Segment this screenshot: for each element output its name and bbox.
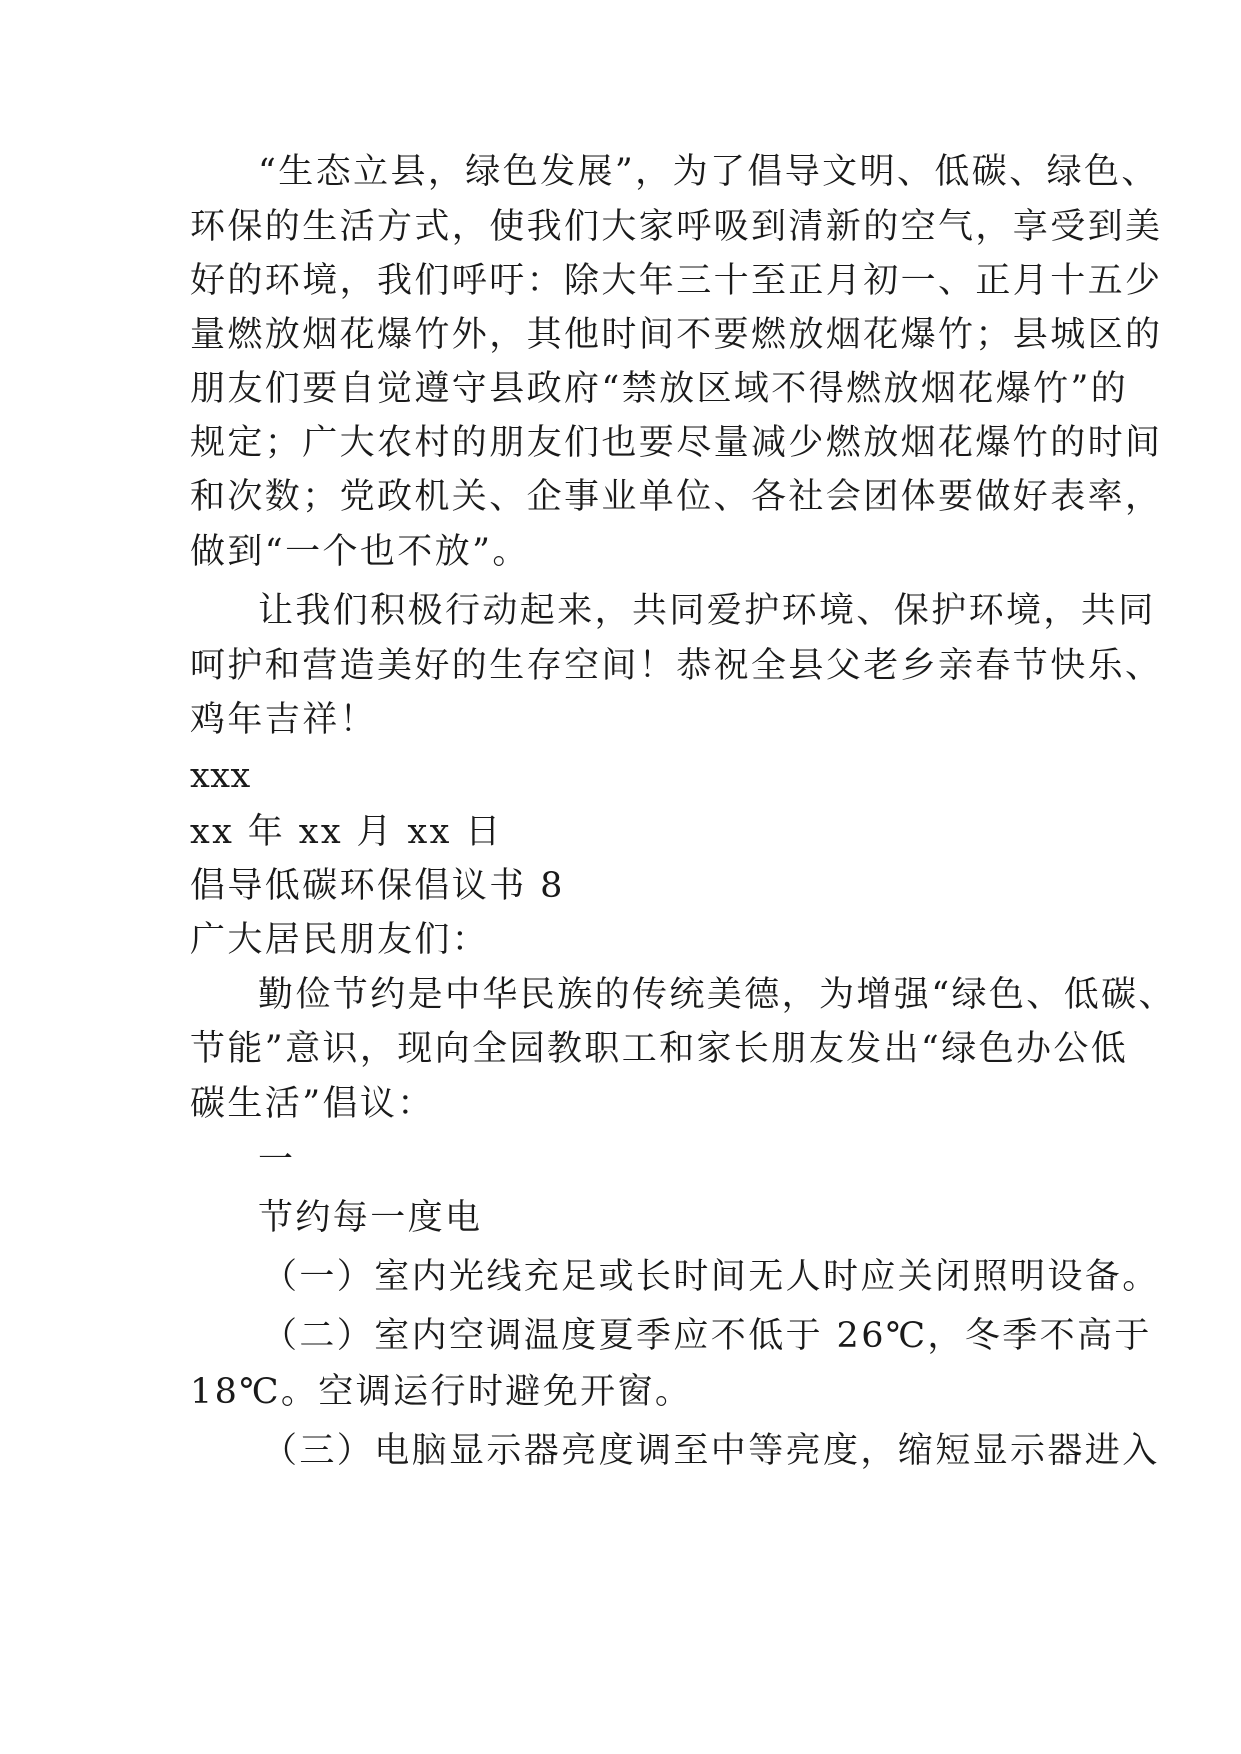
paragraph-line: 做到“一个也不放”。 [190,532,530,572]
paragraph-line: “生态立县，绿色发展”，为了倡导文明、低碳、绿色、 [258,152,1159,192]
list-item: （二）室内空调温度夏季应不低于 26℃，冬季不高于 [262,1316,1152,1356]
paragraph-line: 朋友们要自觉遵守县政府“禁放区域不得燃放烟花爆竹”的 [190,369,1129,409]
section-title: 倡导低碳环保倡议书 8 [190,866,565,906]
signature-name: xxx [190,756,251,796]
list-item: （三）电脑显示器亮度调至中等亮度，缩短显示器进入 [262,1431,1160,1471]
signature-date: xx 年 xx 月 xx 日 [190,812,503,852]
section-heading: 节约每一度电 [258,1198,483,1238]
paragraph-line: 呵护和营造美好的生存空间！恭祝全县父老乡亲春节快乐、 [190,646,1163,686]
paragraph-line: 勤俭节约是中华民族的传统美德，为增强“绿色、低碳、 [258,975,1176,1015]
paragraph-line: 规定；广大农村的朋友们也要尽量减少燃放烟花爆竹的时间 [190,423,1163,463]
paragraph-line: 碳生活”倡议： [190,1084,435,1124]
paragraph-line: 让我们积极行动起来，共同爱护环境、保护环境，共同 [258,591,1156,631]
paragraph-line: 好的环境，我们呼吁：除大年三十至正月初一、正月十五少 [190,261,1163,301]
paragraph-line: 和次数；党政机关、企事业单位、各社会团体要做好表率， [190,477,1163,517]
section-number: 一 [258,1140,296,1180]
paragraph-line: 鸡年吉祥！ [190,700,378,740]
list-item: （一）室内光线充足或长时间无人时应关闭照明设备。 [262,1257,1160,1297]
list-item-continuation: 18℃。空调运行时避免开窗。 [190,1372,693,1412]
paragraph-line: 量燃放烟花爆竹外，其他时间不要燃放烟花爆竹；县城区的 [190,315,1163,355]
paragraph-line: 环保的生活方式，使我们大家呼吸到清新的空气，享受到美 [190,207,1163,247]
paragraph-line: 节能”意识，现向全园教职工和家长朋友发出“绿色办公低 [190,1029,1129,1069]
salutation: 广大居民朋友们： [190,920,490,960]
